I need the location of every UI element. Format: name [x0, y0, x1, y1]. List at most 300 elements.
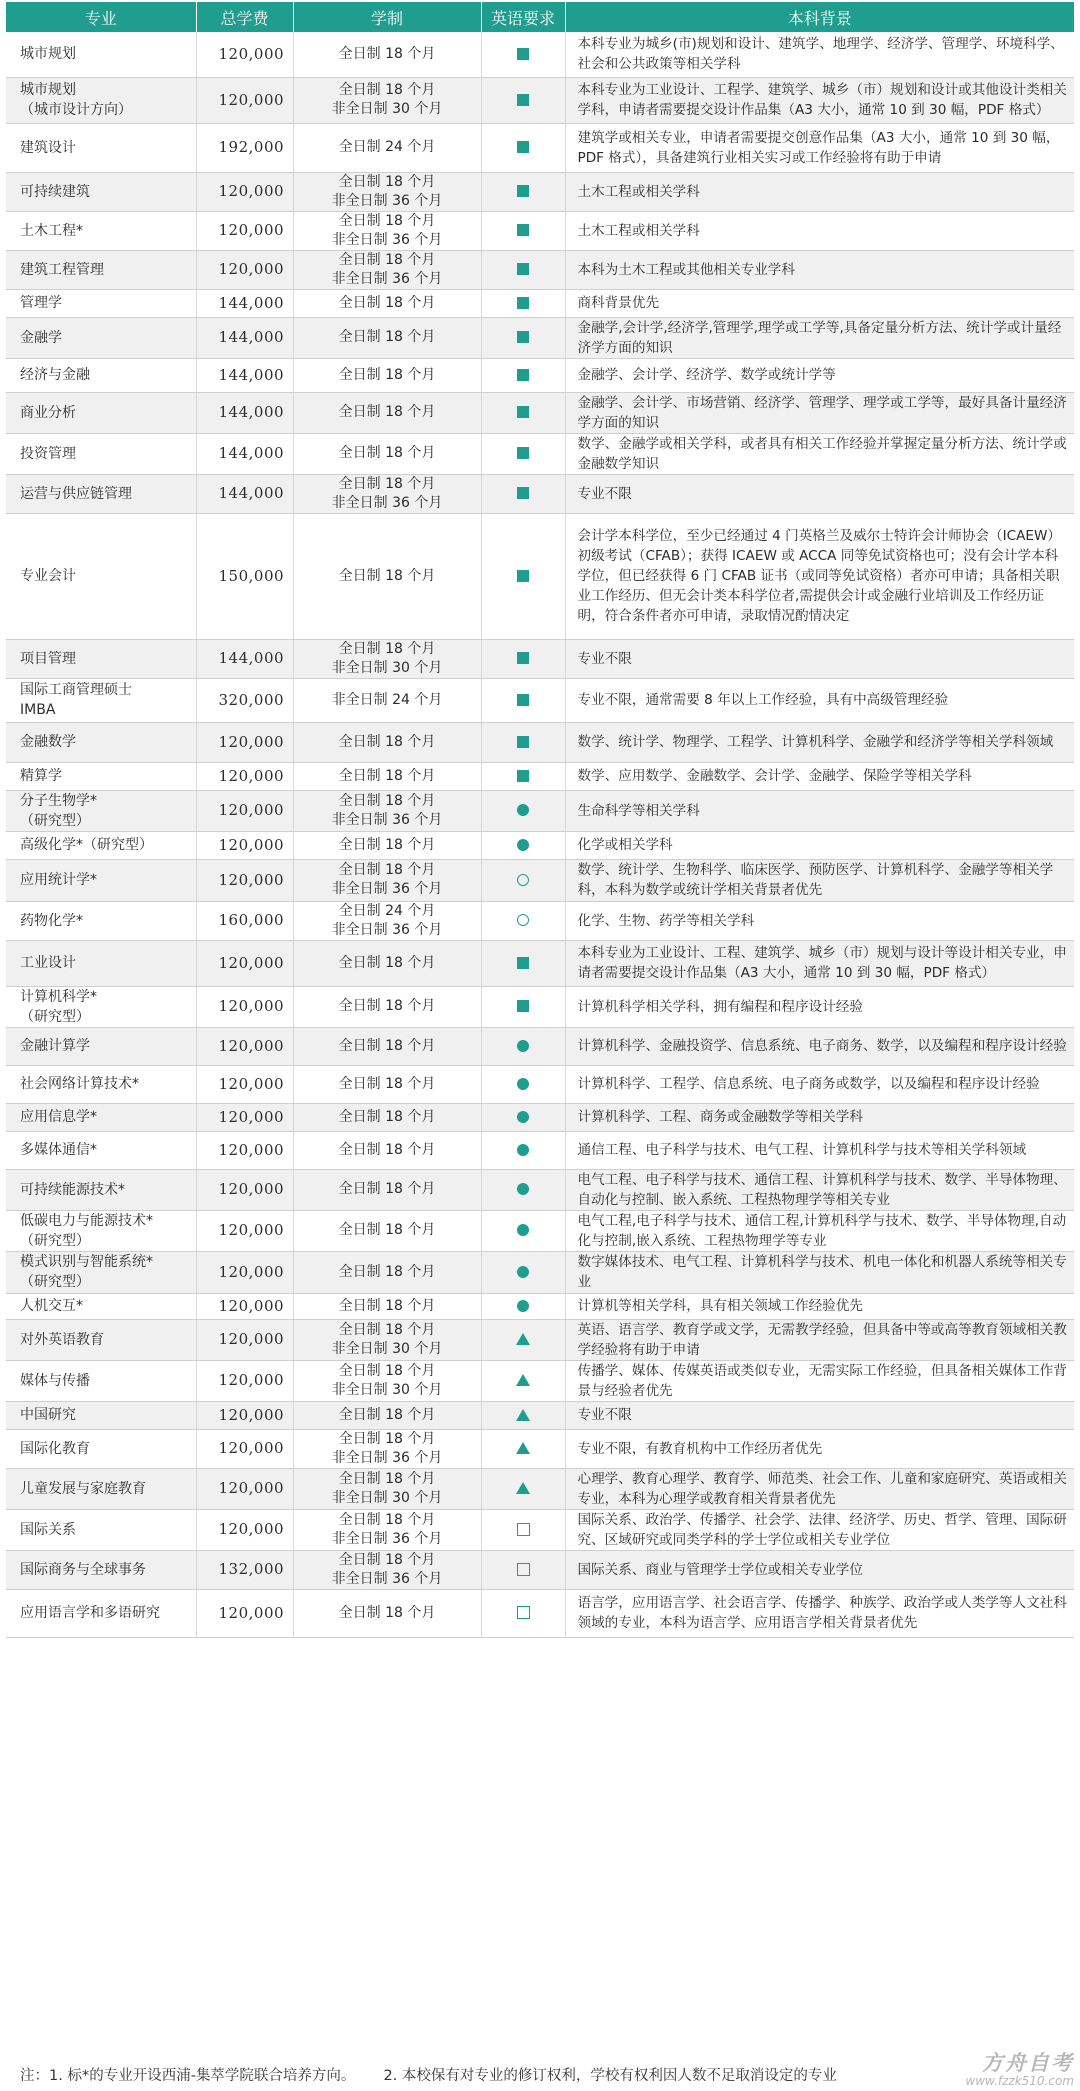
- major-cell: [6, 1468, 196, 1509]
- major-name-line: IMBA: [20, 702, 56, 718]
- study-mode-line: 全日制 18 个月: [338, 1470, 436, 1487]
- major-name-line: 金融数学: [20, 734, 76, 750]
- background-cell: 数学、金融学或相关学科，或者具有相关工作经验并掌握定量分析方法、统计学或金融数学知识: [565, 433, 1074, 474]
- mode-cell: [293, 1401, 481, 1429]
- major-name-line: 商业分析: [20, 404, 76, 421]
- major-cell: [6, 678, 196, 722]
- study-mode-line: 非全日制 36 个月: [331, 881, 443, 897]
- english-cell: [481, 762, 565, 790]
- background-cell: 本科为土木工程或其他相关专业学科: [565, 250, 1074, 289]
- english-square-icon: [517, 297, 529, 309]
- fee-cell: 120,000: [196, 1103, 293, 1131]
- english-cell: [481, 986, 565, 1027]
- study-mode-line: 全日制 18 个月: [338, 251, 436, 268]
- english-cell: [481, 1065, 565, 1103]
- english-cell: [481, 289, 565, 317]
- study-mode-line: 全日制 18 个月: [338, 1181, 436, 1197]
- fee-cell: 144,000: [196, 474, 293, 513]
- english-cell: [481, 1169, 565, 1210]
- study-mode-line: 全日制 18 个月: [338, 475, 436, 492]
- english-circle-icon: [517, 1078, 529, 1090]
- major-cell: [6, 1319, 196, 1360]
- major-cell: [6, 986, 196, 1027]
- english-triangle-icon: [516, 1374, 530, 1386]
- fee-cell: 120,000: [196, 1293, 293, 1319]
- fee-cell: 160,000: [196, 901, 293, 940]
- mode-cell: [293, 123, 481, 172]
- background-cell: 心理学、教育心理学、教育学、师范类、社会工作、儿童和家庭研究、英语或相关专业，本科为心理学或教育相关背景者优先: [565, 1468, 1074, 1509]
- study-mode-line: 全日制 18 个月: [338, 954, 436, 971]
- english-cell: [481, 1131, 565, 1169]
- english-open-square-icon: [517, 1563, 530, 1576]
- table-row: [6, 172, 1074, 211]
- study-mode-line: 全日制 18 个月: [338, 998, 436, 1014]
- major-name-line: （研究型）: [20, 1232, 90, 1249]
- table-row: [6, 1169, 1074, 1210]
- english-square-icon: [517, 94, 529, 106]
- fee-cell: 144,000: [196, 317, 293, 358]
- study-mode-line: 非全日制 30 个月: [331, 101, 443, 117]
- major-name-line: 运营与供应链管理: [20, 485, 132, 502]
- english-cell: [481, 859, 565, 901]
- mode-cell: [293, 940, 481, 986]
- background-cell: 计算机科学相关学科，拥有编程和程序设计经验: [565, 986, 1074, 1027]
- mode-cell: [293, 1589, 481, 1637]
- mode-cell: [293, 250, 481, 289]
- background-cell: 金融学、会计学、市场营销、经济学、管理学、理学或工学等，最好具备计量经济学方面的知识: [565, 392, 1074, 433]
- english-cell: [481, 1468, 565, 1509]
- english-cell: [481, 901, 565, 940]
- fee-cell: 120,000: [196, 1210, 293, 1251]
- table-row: [6, 433, 1074, 474]
- major-cell: [6, 859, 196, 901]
- english-square-icon: [517, 48, 529, 60]
- fee-cell: 120,000: [196, 1360, 293, 1401]
- table-row: [6, 1589, 1074, 1637]
- major-cell: [6, 433, 196, 474]
- fee-cell: 120,000: [196, 1401, 293, 1429]
- table-row: [6, 901, 1074, 940]
- table-row: [6, 762, 1074, 790]
- table-row: [6, 678, 1074, 722]
- english-cell: [481, 722, 565, 762]
- major-name-line: 投资管理: [20, 445, 76, 462]
- table-row: [6, 1550, 1074, 1589]
- program-table: [6, 2, 1074, 1638]
- english-circle-icon: [517, 1040, 529, 1052]
- study-mode-line: 非全日制 30 个月: [331, 1340, 443, 1357]
- english-square-icon: [517, 406, 529, 418]
- background-cell: 计算机科学、工程、商务或金融数学等相关学科: [565, 1103, 1074, 1131]
- major-cell: [6, 762, 196, 790]
- english-cell: [481, 1103, 565, 1131]
- major-cell: [6, 639, 196, 678]
- background-cell: 专业不限: [565, 1401, 1074, 1429]
- fee-cell: 120,000: [196, 1131, 293, 1169]
- english-cell: [481, 433, 565, 474]
- background-cell: 语言学，应用语言学、社会语言学、传播学、种族学、政治学或人类学等人文社科领域的专业，本科为语言学、应用语言学相关背景者优先: [565, 1589, 1074, 1637]
- study-mode-line: 全日制 18 个月: [338, 82, 436, 98]
- english-triangle-icon: [516, 1482, 530, 1494]
- mode-cell: [293, 1065, 481, 1103]
- header-fee: 总学费: [196, 2, 293, 32]
- english-cell: [481, 1251, 565, 1293]
- study-mode-line: 全日制 18 个月: [338, 1362, 436, 1379]
- mode-cell: [293, 859, 481, 901]
- fee-cell: 120,000: [196, 1468, 293, 1509]
- english-cell: [481, 77, 565, 123]
- fee-cell: 120,000: [196, 986, 293, 1027]
- major-name-line: 管理学: [20, 295, 62, 311]
- mode-cell: [293, 1169, 481, 1210]
- study-mode-line: 全日制 18 个月: [338, 1551, 436, 1568]
- header-background: 本科背景: [565, 2, 1074, 32]
- major-name-line: 对外英语教育: [20, 1331, 104, 1348]
- fee-cell: 120,000: [196, 859, 293, 901]
- major-name-line: 土木工程*: [20, 222, 83, 239]
- study-mode-line: 全日制 18 个月: [338, 1141, 436, 1158]
- fee-cell: 320,000: [196, 678, 293, 722]
- fee-cell: 120,000: [196, 1065, 293, 1103]
- fee-cell: 120,000: [196, 1509, 293, 1550]
- english-circle-icon: [517, 1144, 529, 1156]
- english-square-icon: [517, 770, 529, 782]
- english-cell: [481, 317, 565, 358]
- study-mode-line: 全日制 18 个月: [338, 792, 436, 809]
- major-name-line: 分子生物学*: [20, 792, 97, 809]
- major-cell: [6, 77, 196, 123]
- major-name-line: 国际商务与全球事务: [20, 1561, 146, 1578]
- mode-cell: [293, 678, 481, 722]
- english-cell: [481, 678, 565, 722]
- english-cell: [481, 1589, 565, 1637]
- table-row: [6, 358, 1074, 392]
- study-mode-line: 非全日制 36 个月: [331, 1530, 443, 1547]
- english-square-icon: [517, 570, 529, 582]
- table-row: [6, 940, 1074, 986]
- study-mode-line: 非全日制 36 个月: [331, 921, 443, 938]
- table-row: [6, 1293, 1074, 1319]
- english-triangle-icon: [516, 1333, 530, 1345]
- english-cell: [481, 172, 565, 211]
- english-square-icon: [517, 185, 529, 197]
- table-row: [6, 77, 1074, 123]
- background-cell: 数学、统计学、生物科学、临床医学、预防医学、计算机科学、金融学等相关学科，本科为数学或统计学相关背景者优先: [565, 859, 1074, 901]
- english-cell: [481, 1210, 565, 1251]
- english-open-square-icon: [517, 1606, 530, 1619]
- footer-note-1: 注：1. 标*的专业开设西浦-集萃学院联合培养方向。: [20, 2068, 356, 2084]
- header-mode: 学制: [293, 2, 481, 32]
- major-name-line: 经济与金融: [20, 367, 90, 383]
- study-mode-line: 全日制 18 个月: [338, 1297, 436, 1314]
- major-name-line: 低碳电力与能源技术*: [20, 1212, 153, 1229]
- english-cell: [481, 392, 565, 433]
- table-row: [6, 831, 1074, 859]
- major-name-line: 人机交互*: [20, 1298, 83, 1314]
- major-cell: [6, 1589, 196, 1637]
- major-name-line: 药物化学*: [20, 912, 83, 929]
- table-row: [6, 211, 1074, 250]
- english-cell: [481, 790, 565, 831]
- mode-cell: [293, 1509, 481, 1550]
- fee-cell: 120,000: [196, 1169, 293, 1210]
- table-header-row: [6, 2, 1074, 32]
- background-cell: 英语、语言学、教育学或文学，无需教学经验，但具备中等或高等教育领域相关教学经验将有助于申请: [565, 1319, 1074, 1360]
- fee-cell: 192,000: [196, 123, 293, 172]
- fee-cell: 120,000: [196, 1027, 293, 1065]
- header-major: 专业: [6, 2, 196, 32]
- english-square-icon: [517, 487, 529, 499]
- study-mode-line: 全日制 18 个月: [338, 329, 436, 345]
- mode-cell: [293, 1027, 481, 1065]
- english-circle-icon: [517, 1266, 529, 1278]
- major-cell: [6, 250, 196, 289]
- major-cell: [6, 211, 196, 250]
- table-row: [6, 1429, 1074, 1468]
- table-row: [6, 1027, 1074, 1065]
- table-row: [6, 722, 1074, 762]
- major-cell: [6, 1360, 196, 1401]
- fee-cell: 132,000: [196, 1550, 293, 1589]
- mode-cell: [293, 392, 481, 433]
- major-cell: [6, 1509, 196, 1550]
- major-name-line: 项目管理: [20, 650, 76, 667]
- study-mode-line: 全日制 18 个月: [338, 1430, 436, 1447]
- major-name-line: 建筑设计: [20, 139, 76, 156]
- mode-cell: [293, 790, 481, 831]
- english-square-icon: [517, 736, 529, 748]
- major-name-line: 精算学: [20, 768, 62, 784]
- study-mode-line: 全日制 18 个月: [338, 1604, 436, 1621]
- major-cell: [6, 123, 196, 172]
- watermark: [965, 2052, 1074, 2088]
- mode-cell: [293, 1550, 481, 1589]
- major-cell: [6, 358, 196, 392]
- table-row: [6, 859, 1074, 901]
- study-mode-line: 全日制 18 个月: [338, 173, 436, 190]
- major-cell: [6, 513, 196, 639]
- mode-cell: [293, 1210, 481, 1251]
- fee-cell: 144,000: [196, 289, 293, 317]
- english-cell: [481, 1293, 565, 1319]
- major-name-line: 应用语言学和多语研究: [20, 1605, 160, 1621]
- english-square-icon: [517, 263, 529, 275]
- table-row: [6, 250, 1074, 289]
- major-name-line: 国际关系: [20, 1521, 76, 1538]
- study-mode-line: 全日制 18 个月: [338, 640, 436, 657]
- study-mode-line: 全日制 18 个月: [338, 294, 436, 311]
- fee-cell: 120,000: [196, 250, 293, 289]
- major-cell: [6, 1293, 196, 1319]
- mode-cell: [293, 1319, 481, 1360]
- mode-cell: [293, 32, 481, 77]
- background-cell: 传播学、媒体、传媒英语或类似专业，无需实际工作经验，但具备相关媒体工作背景与经验者优先: [565, 1360, 1074, 1401]
- english-cell: [481, 250, 565, 289]
- study-mode-line: 非全日制 30 个月: [331, 1381, 443, 1398]
- major-cell: [6, 1103, 196, 1131]
- table-row: [6, 1468, 1074, 1509]
- table-row: [6, 1509, 1074, 1550]
- study-mode-line: 非全日制 24 个月: [331, 691, 443, 708]
- background-cell: 金融学,会计学,经济学,管理学,理学或工学等,具备定量分析方法、统计学或计量经济学方面的知识: [565, 317, 1074, 358]
- table-row: [6, 513, 1074, 639]
- english-cell: [481, 1509, 565, 1550]
- fee-cell: 120,000: [196, 172, 293, 211]
- fee-cell: 144,000: [196, 358, 293, 392]
- major-cell: [6, 722, 196, 762]
- fee-cell: 120,000: [196, 1589, 293, 1637]
- mode-cell: [293, 1468, 481, 1509]
- fee-cell: 120,000: [196, 940, 293, 986]
- study-mode-line: 全日制 18 个月: [338, 1108, 436, 1125]
- major-name-line: 应用信息学*: [20, 1109, 97, 1125]
- mode-cell: [293, 172, 481, 211]
- background-cell: 专业不限: [565, 639, 1074, 678]
- major-cell: [6, 392, 196, 433]
- study-mode-line: 全日制 24 个月: [338, 902, 436, 919]
- study-mode-line: 非全日制 36 个月: [331, 192, 443, 209]
- english-square-icon: [517, 1000, 529, 1012]
- table-row: [6, 1251, 1074, 1293]
- fee-cell: 120,000: [196, 790, 293, 831]
- background-cell: 商科背景优先: [565, 289, 1074, 317]
- english-cell: [481, 639, 565, 678]
- study-mode-line: 全日制 18 个月: [338, 366, 436, 383]
- fee-cell: 144,000: [196, 392, 293, 433]
- study-mode-line: 非全日制 36 个月: [331, 494, 443, 511]
- table-row: [6, 32, 1074, 77]
- table-row: [6, 474, 1074, 513]
- english-open-square-icon: [517, 1523, 530, 1536]
- major-name-line: （研究型）: [20, 1008, 90, 1025]
- fee-cell: 120,000: [196, 77, 293, 123]
- table-row: [6, 639, 1074, 678]
- table-row: [6, 1401, 1074, 1429]
- major-name-line: 多媒体通信*: [20, 1142, 97, 1158]
- background-cell: 本科专业为城乡(市)规划和设计、建筑学、地理学、经济学、管理学、环境科学、社会和公共政策等相关学科: [565, 32, 1074, 77]
- english-circle-icon: [517, 1183, 529, 1195]
- study-mode-line: 全日制 24 个月: [338, 139, 436, 155]
- english-cell: [481, 1429, 565, 1468]
- background-cell: 土木工程或相关学科: [565, 172, 1074, 211]
- background-cell: 本科专业为工业设计、工程学、建筑学、城乡（市）规划和设计或其他设计类相关学科，申请者需要提交设计作品集（A3 大小，通常 10 到 30 幅，PDF 格式）: [565, 77, 1074, 123]
- background-cell: 通信工程、电子科学与技术、电气工程、计算机科学与技术等相关学科领域: [565, 1131, 1074, 1169]
- major-name-line: 城市规划: [20, 82, 76, 98]
- table-row: [6, 1319, 1074, 1360]
- background-cell: 国际关系、政治学、传播学、社会学、法律、经济学、历史、哲学、管理、国际研究、区域研究或同类学科的学士学位或相关专业学位: [565, 1509, 1074, 1550]
- major-cell: [6, 1401, 196, 1429]
- english-circle-icon: [517, 1300, 529, 1312]
- background-cell: 数学、应用数学、金融数学、会计学、金融学、保险学等相关学科: [565, 762, 1074, 790]
- table-row: [6, 317, 1074, 358]
- english-circle-icon: [517, 1224, 529, 1236]
- table-row: [6, 790, 1074, 831]
- english-triangle-icon: [516, 1442, 530, 1454]
- study-mode-line: 全日制 18 个月: [338, 733, 436, 750]
- watermark-name: 方舟自考: [982, 2051, 1074, 2075]
- fee-cell: 150,000: [196, 513, 293, 639]
- major-name-line: 金融计算学: [20, 1038, 90, 1054]
- table-row: [6, 1131, 1074, 1169]
- major-cell: [6, 317, 196, 358]
- mode-cell: [293, 1131, 481, 1169]
- major-cell: [6, 32, 196, 77]
- background-cell: 专业不限，通常需要 8 年以上工作经验，具有中高级管理经验: [565, 678, 1074, 722]
- major-name-line: 模式识别与智能系统*: [20, 1254, 153, 1270]
- english-square-icon: [517, 447, 529, 459]
- mode-cell: [293, 289, 481, 317]
- study-mode-line: 全日制 18 个月: [338, 567, 436, 584]
- mode-cell: [293, 77, 481, 123]
- background-cell: 本科专业为工业设计、工程、建筑学、城乡（市）规划与设计等设计相关专业，申请者需要提交设计作品集（A3 大小，通常 10 到 30 幅，PDF 格式）: [565, 940, 1074, 986]
- background-cell: 金融学、会计学、经济学、数学或统计学等: [565, 358, 1074, 392]
- background-cell: 数学、统计学、物理学、工程学、计算机科学、金融学和经济学等相关学科领域: [565, 722, 1074, 762]
- study-mode-line: 全日制 18 个月: [338, 445, 436, 461]
- mode-cell: [293, 1103, 481, 1131]
- study-mode-line: 非全日制 36 个月: [331, 811, 443, 828]
- fee-cell: 120,000: [196, 722, 293, 762]
- study-mode-line: 非全日制 36 个月: [331, 1449, 443, 1466]
- study-mode-line: 全日制 18 个月: [338, 404, 436, 420]
- major-cell: [6, 1550, 196, 1589]
- mode-cell: [293, 358, 481, 392]
- study-mode-line: 全日制 18 个月: [338, 1321, 436, 1338]
- background-cell: 计算机科学、金融投资学、信息系统、电子商务、数学，以及编程和程序设计经验: [565, 1027, 1074, 1065]
- study-mode-line: 全日制 18 个月: [338, 767, 436, 784]
- mode-cell: [293, 762, 481, 790]
- english-cell: [481, 940, 565, 986]
- fee-cell: 120,000: [196, 831, 293, 859]
- english-open-circle-icon: [517, 874, 529, 886]
- table-row: [6, 123, 1074, 172]
- mode-cell: [293, 433, 481, 474]
- major-name-line: （研究型）: [20, 812, 90, 829]
- mode-cell: [293, 513, 481, 639]
- english-square-icon: [517, 652, 529, 664]
- english-cell: [481, 1027, 565, 1065]
- footer-notes: [20, 2064, 940, 2085]
- table-row: [6, 986, 1074, 1027]
- mode-cell: [293, 1429, 481, 1468]
- english-square-icon: [517, 141, 529, 153]
- english-cell: [481, 1319, 565, 1360]
- table-row: [6, 392, 1074, 433]
- mode-cell: [293, 317, 481, 358]
- major-cell: [6, 790, 196, 831]
- major-name-line: 儿童发展与家庭教育: [20, 1480, 146, 1497]
- english-cell: [481, 211, 565, 250]
- background-cell: 建筑学或相关专业，申请者需要提交创意作品集（A3 大小，通常 10 到 30 幅，PDF 格式），具备建筑行业相关实习或工作经验将有助于申请: [565, 123, 1074, 172]
- background-cell: 计算机等相关学科，具有相关领域工作经验优先: [565, 1293, 1074, 1319]
- english-cell: [481, 32, 565, 77]
- english-circle-icon: [517, 1111, 529, 1123]
- footer-note-2: 2. 本校保有对专业的修订权利，学校有权利因人数不足取消设定的专业: [383, 2068, 837, 2084]
- study-mode-line: 全日制 18 个月: [338, 862, 436, 878]
- study-mode-line: 全日制 18 个月: [338, 1263, 436, 1280]
- english-cell: [481, 474, 565, 513]
- major-cell: [6, 1027, 196, 1065]
- major-name-line: 金融学: [20, 329, 62, 346]
- major-name-line: 工业设计: [20, 955, 76, 971]
- background-cell: 计算机科学、工程学、信息系统、电子商务或数学，以及编程和程序设计经验: [565, 1065, 1074, 1103]
- english-cell: [481, 1401, 565, 1429]
- mode-cell: [293, 474, 481, 513]
- major-name-line: 计算机科学*: [20, 988, 97, 1005]
- background-cell: 电气工程、电子科学与技术、通信工程、计算机科学与技术、数学、半导体物理、自动化与控制、嵌入系统、工程热物理学等相关专业: [565, 1169, 1074, 1210]
- english-circle-icon: [517, 804, 529, 816]
- major-cell: [6, 474, 196, 513]
- fee-cell: 120,000: [196, 211, 293, 250]
